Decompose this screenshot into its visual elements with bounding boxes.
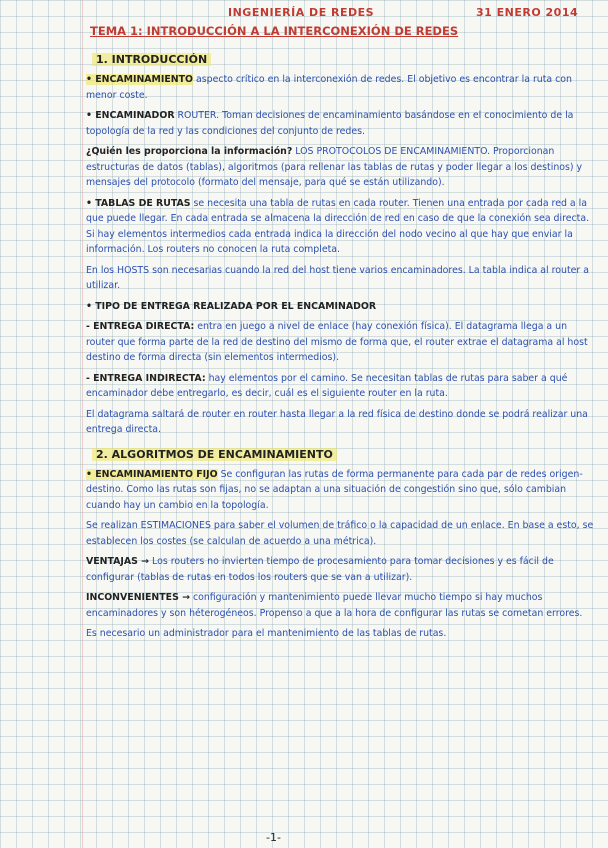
page-margin-line [82, 0, 83, 848]
paragraph-lead: • ENCAMINAMIENTO [86, 74, 193, 85]
paragraph-text: hay elementos por el camino. Se necesitan tablas de rutas para saber a qué encaminador debe entregarlo, es decir, cuál es el siguiente router en la ruta. [86, 372, 568, 399]
paragraph [86, 407, 598, 438]
paragraph-text: se necesita una tabla de rutas en cada router. Tienen una entrada por cada red a la que puede llegar. En cada entrada se almacena la dirección de red en caso de que la conexión sea directa. Si hay elementos intermedios cada entrada indica la dirección del nodo vecino al que hay que enviar la información. Los routers no conocen la ruta completa. [86, 197, 590, 255]
section-introduccion [86, 48, 598, 438]
paragraph [86, 319, 598, 366]
paragraph [86, 518, 598, 549]
date-header: 31 ENERO 2014 [476, 6, 579, 19]
paragraph [86, 72, 598, 103]
paragraph-text: aspecto crítico en la interconexión de redes. El objetivo es encontrar la ruta con menor coste. [86, 74, 572, 101]
paragraph [86, 554, 598, 585]
paragraph-lead: INCONVENIENTES → [86, 592, 190, 603]
section-algoritmos [86, 443, 598, 642]
paragraph-lead: • ENCAMINADOR [86, 110, 175, 121]
paragraph [86, 590, 598, 621]
paragraph [86, 626, 598, 642]
paragraph-text: En los HOSTS son necesarias cuando la red del host tiene varios encaminadores. La tabla indica al router a utilizar. [86, 264, 589, 291]
paragraph-lead: - ENTREGA DIRECTA: [86, 321, 195, 332]
paragraph-text: configuración y mantenimiento puede llevar mucho tiempo si hay muchos encaminadores y son héterogéneos. Propenso a que a la hora de configurar las rutas se cometan errores. [86, 592, 583, 619]
paragraph [86, 263, 598, 294]
paragraph-text: ROUTER. Toman decisiones de encaminamiento basándose en el conocimiento de la topología de la red y las condiciones del conjunto de redes. [86, 110, 574, 137]
section-heading: 1. INTRODUCCIÓN [92, 53, 211, 66]
paragraph-text: Los routers no invierten tiempo de procesamiento para tomar decisiones y es fácil de configurar (tablas de rutas en todos los routers que se van a utilizar). [86, 556, 554, 583]
paragraph-lead: • TABLAS DE RUTAS [86, 197, 191, 209]
paragraph-text: LOS PROTOCOLOS DE ENCAMINAMIENTO. Proporcionan estructuras de datos (tablas), algoritmos (para rellenar las tablas de rutas y poder llegar a los destinos) y mensajes del protocolo (formato del mensaje, para qué se están utilizando). [86, 146, 583, 188]
course-header: INGENIERÍA DE REDES [228, 6, 375, 19]
paragraph [86, 299, 598, 315]
paragraph-lead: VENTAJAS → [86, 556, 150, 567]
paragraph [86, 467, 598, 514]
paragraph-lead: • ENCAMINAMIENTO FIJO [86, 468, 218, 480]
paragraph-lead: - ENTREGA INDIRECTA: [86, 372, 206, 384]
page-title: TEMA 1: INTRODUCCIÓN A LA INTERCONEXIÓN DE REDES [90, 24, 459, 38]
paragraph-text: entra en juego a nivel de enlace (hay conexión física). El datagrama llega a un router que forma parte de la red de destino del mismo de forma que, el router extrae el datagrama al host destino de forma directa (sin elementos intermedios). [86, 321, 588, 363]
paragraph-text: Es necesario un administrador para el mantenimiento de las tablas de rutas. [86, 628, 447, 639]
paragraph-text: El datagrama saltará de router en router hasta llegar a la red física de destino donde se podrá realizar una entrega directa. [86, 408, 588, 435]
paragraph [86, 371, 598, 402]
paragraph-lead: ¿Quién les proporciona la información? [86, 146, 293, 157]
paragraph-text: Se configuran las rutas de forma permanente para cada par de redes origen-destino. Como las rutas son fijas, no se adaptan a una situación de congestión sino que, sólo cambian cuando hay un cambio en la topología. [86, 468, 583, 511]
page-number: -1- [266, 831, 281, 844]
notes-body [86, 48, 598, 647]
section-heading: 2. ALGORITMOS DE ENCAMINAMIENTO [92, 448, 337, 461]
paragraph-lead: • TIPO DE ENTREGA REALIZADA POR EL ENCAMINADOR [86, 300, 377, 312]
paragraph [86, 196, 598, 258]
paragraph-text: Se realizan ESTIMACIONES para saber el volumen de tráfico o la capacidad de un enlace. En base a esto, se establecen los costes (se calculan de acuerdo a una métrica). [86, 520, 594, 547]
paragraph [86, 144, 598, 191]
paragraph [86, 108, 598, 139]
